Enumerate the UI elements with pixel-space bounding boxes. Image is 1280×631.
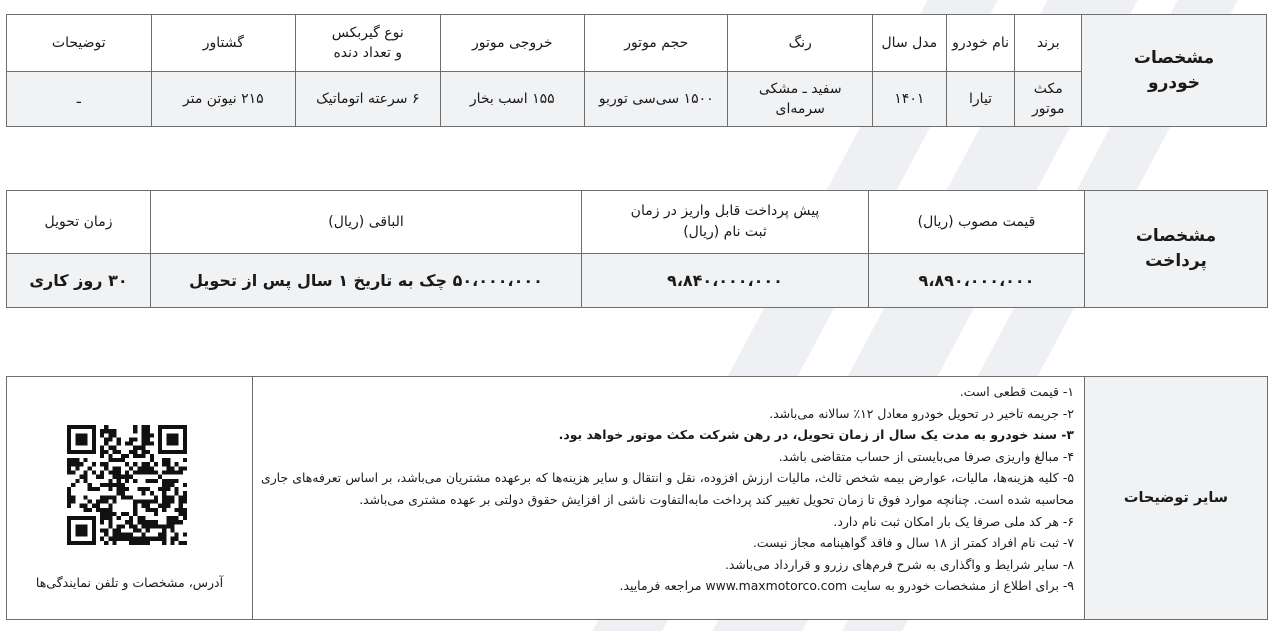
value-engine-output: ۱۵۵ اسب بخار	[440, 72, 584, 127]
header-brand: برند	[1015, 15, 1082, 72]
notes-section-label: سایر توضیحات	[1085, 377, 1268, 620]
header-engine-output: خروجی موتور	[440, 15, 584, 72]
note-item: ۲- جریمه تاخیر در تحویل خودرو معادل ۱۲٪ سالانه می‌باشد.	[769, 405, 1074, 421]
vehicle-specs-table	[6, 14, 1267, 127]
note-item: ۴- مبالغ واریزی صرفا می‌بایستی از حساب متقاضی باشد.	[778, 448, 1074, 464]
header-description: توضیحات	[7, 15, 152, 72]
value-engine-volume: ۱۵۰۰ سی‌سی توربو	[585, 72, 728, 127]
note-item: ۷- ثبت نام افراد کمتر از ۱۸ سال و فاقد گواهینامه مجاز نیست.	[752, 535, 1074, 551]
value-delivery-time: ۳۰ روز کاری	[7, 254, 151, 308]
note-item: ۸- سایر شرایط و واگذاری به شرح فرم‌های رزرو و قرارداد می‌باشد.	[724, 556, 1074, 572]
notes-list	[253, 377, 1085, 620]
qr-code-icon[interactable]	[67, 425, 187, 545]
note-item: ۳- سند خودرو به مدت یک سال از زمان تحویل، در رهن شرکت مکث موتور خواهد بود.	[558, 427, 1074, 443]
header-remaining: الباقی (ریال)	[151, 191, 582, 254]
value-remaining: ۵۰،۰۰۰،۰۰۰ چک به تاریخ ۱ سال پس از تحویل	[151, 254, 582, 308]
vehicle-section-label: مشخصات خودرو	[1082, 15, 1267, 127]
header-engine-volume: حجم موتور	[585, 15, 728, 72]
value-color: سفید ـ مشکی سرمه‌ای	[728, 72, 872, 127]
header-torque: گشتاور	[151, 15, 295, 72]
qr-caption: آدرس، مشخصات و تلفن نمایندگی‌ها	[35, 575, 224, 590]
header-model-year: مدل سال	[872, 15, 946, 72]
value-prepayment: ۹،۸۴۰،۰۰۰،۰۰۰	[582, 254, 869, 308]
note-item: ۵- کلیه هزینه‌ها، مالیات، عوارض بیمه شخص ثالث، مالیات ارزش افزوده، نقل و انتقال و سایر هزینه‌ها که برعهده مشتریان می‌باشد، بر اساس تعرفه‌های جاری محاسبه شده است. چنانچه موارد فوق تا زمان تحویل تغییر کند پرداخت مابه‌التفاوت ناشی از افزایش حقوق دولتی بر عهده مشتری می‌باشد.	[261, 470, 1074, 507]
value-brand: مکث موتور	[1015, 72, 1082, 127]
header-delivery-time: زمان تحویل	[7, 191, 151, 254]
note-item: ۱- قیمت قطعی است.	[959, 384, 1074, 399]
header-color: رنگ	[728, 15, 872, 72]
value-gearbox: ۶ سرعته اتوماتیک	[296, 72, 440, 127]
value-model-year: ۱۴۰۱	[872, 72, 946, 127]
value-model-name: تیارا	[946, 72, 1015, 127]
qr-cell	[7, 377, 253, 620]
value-approved-price: ۹،۸۹۰،۰۰۰،۰۰۰	[869, 254, 1085, 308]
header-prepayment: پیش پرداخت قابل واریز در زمان ثبت نام (ریال)	[582, 191, 869, 254]
header-gearbox: نوع گیربکس و تعداد دنده	[296, 15, 440, 72]
note-item: ۹- برای اطلاع از مشخصات خودرو به سایت www.maxmotorco.com مراجعه فرمایید.	[619, 578, 1074, 594]
value-description: ـ	[7, 72, 152, 127]
header-approved-price: قیمت مصوب (ریال)	[869, 191, 1085, 254]
payment-specs-table	[6, 190, 1268, 308]
payment-section-label: مشخصات پرداخت	[1085, 191, 1268, 308]
value-torque: ۲۱۵ نیوتن متر	[151, 72, 295, 127]
note-item: ۶- هر کد ملی صرفا یک بار امکان ثبت نام دارد.	[833, 513, 1074, 529]
notes-table	[6, 376, 1268, 620]
header-model-name: نام خودرو	[946, 15, 1015, 72]
